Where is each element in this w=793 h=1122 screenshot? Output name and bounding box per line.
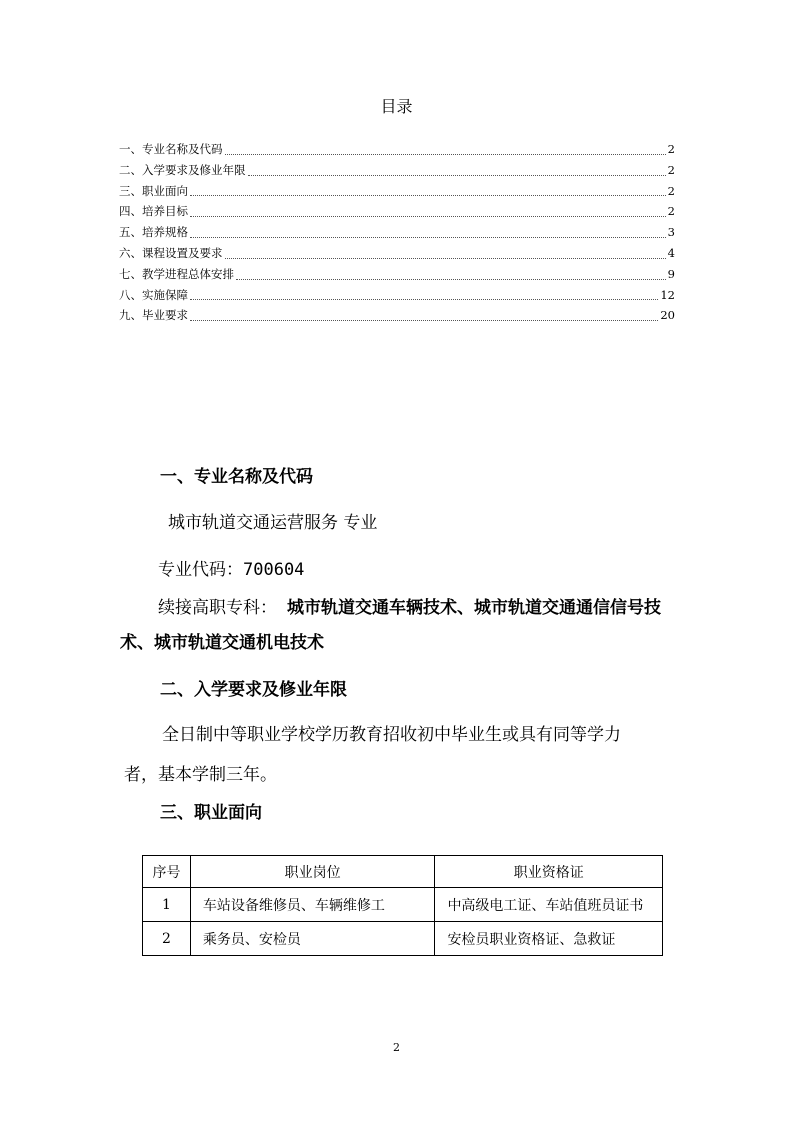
toc-entry-label: 七、教学进程总体安排 [119,266,234,281]
continuation-label: 续接高职专科： [158,598,277,618]
toc-entry-page: 9 [667,266,675,281]
major-code-line [158,559,304,581]
table-row [143,922,663,956]
toc-entry[interactable] [119,160,675,181]
toc-title: 目录 [380,97,413,116]
table-header-cell: 职业资格证 [435,856,663,888]
toc-leader-dots [190,195,666,196]
major-name: 城市轨道交通运营服务 专业 [168,513,378,533]
toc-entry[interactable] [119,201,675,222]
toc-entry[interactable] [119,285,675,306]
table-header-cell: 序号 [143,856,191,888]
toc-leader-dots [190,320,658,321]
admission-text-line-1: 全日制中等职业学校学历教育招收初中毕业生或具有同等学力 [162,725,621,745]
section-heading-admission: 二、入学要求及修业年限 [160,680,347,700]
toc-entry[interactable] [119,181,675,202]
toc-entry[interactable] [119,305,675,326]
toc-entry-label: 一、专业名称及代码 [119,142,223,156]
toc-leader-dots [190,299,658,300]
page-number: 2 [393,1041,400,1054]
toc-entry-label: 三、职业面向 [119,183,188,198]
occupation-table [142,855,663,956]
major-code-label: 专业代码： [158,560,243,580]
toc-entry-page: 2 [667,183,675,198]
table-cell: 安检员职业资格证、急救证 [435,922,663,956]
continuation-line-1 [158,597,661,619]
table-header-cell: 职业岗位 [190,856,435,888]
toc-leader-dots [225,154,666,155]
admission-text-line-2: 者，基本学制三年。 [124,765,277,785]
toc-leader-dots [190,237,666,238]
toc-entry-page: 20 [660,308,675,323]
toc-entry-label: 九、毕业要求 [119,308,188,323]
toc-leader-dots [248,175,666,176]
toc-entry-label: 六、课程设置及要求 [119,245,223,260]
toc-entry-page: 2 [667,142,675,156]
table-cell: 1 [143,888,191,922]
continuation-programs-part1: 城市轨道交通车辆技术、城市轨道交通通信信号技 [287,598,661,618]
continuation-programs-part2: 术、城市轨道交通机电技术 [120,633,324,653]
toc-entry[interactable] [119,264,675,285]
table-cell: 中高级电工证、车站值班员证书 [435,888,663,922]
toc-entry-page: 4 [667,245,675,260]
toc-leader-dots [225,258,666,259]
toc-leader-dots [236,279,666,280]
section-heading-major: 一、专业名称及代码 [160,467,313,487]
toc-leader-dots [190,216,666,217]
toc-entry[interactable] [119,139,675,160]
toc-entry[interactable] [119,243,675,264]
toc-entry-label: 五、培养规格 [119,225,188,240]
major-code-value: 700604 [243,560,305,580]
toc-entry-page: 3 [667,225,675,240]
table-cell: 乘务员、安检员 [190,922,435,956]
table-header-row [143,856,663,888]
toc-entry-label: 四、培养目标 [119,204,188,219]
section-heading-occupation: 三、职业面向 [160,803,262,823]
toc-entry-page: 2 [667,204,675,219]
table-row [143,888,663,922]
toc-entry[interactable] [119,222,675,243]
toc-entry-label: 八、实施保障 [119,287,188,302]
toc-entry-label: 二、入学要求及修业年限 [119,162,246,177]
toc-entry-page: 12 [660,287,675,302]
table-of-contents [119,139,675,326]
toc-entry-page: 2 [667,162,675,177]
table-cell: 2 [143,922,191,956]
table-cell: 车站设备维修员、车辆维修工 [190,888,435,922]
